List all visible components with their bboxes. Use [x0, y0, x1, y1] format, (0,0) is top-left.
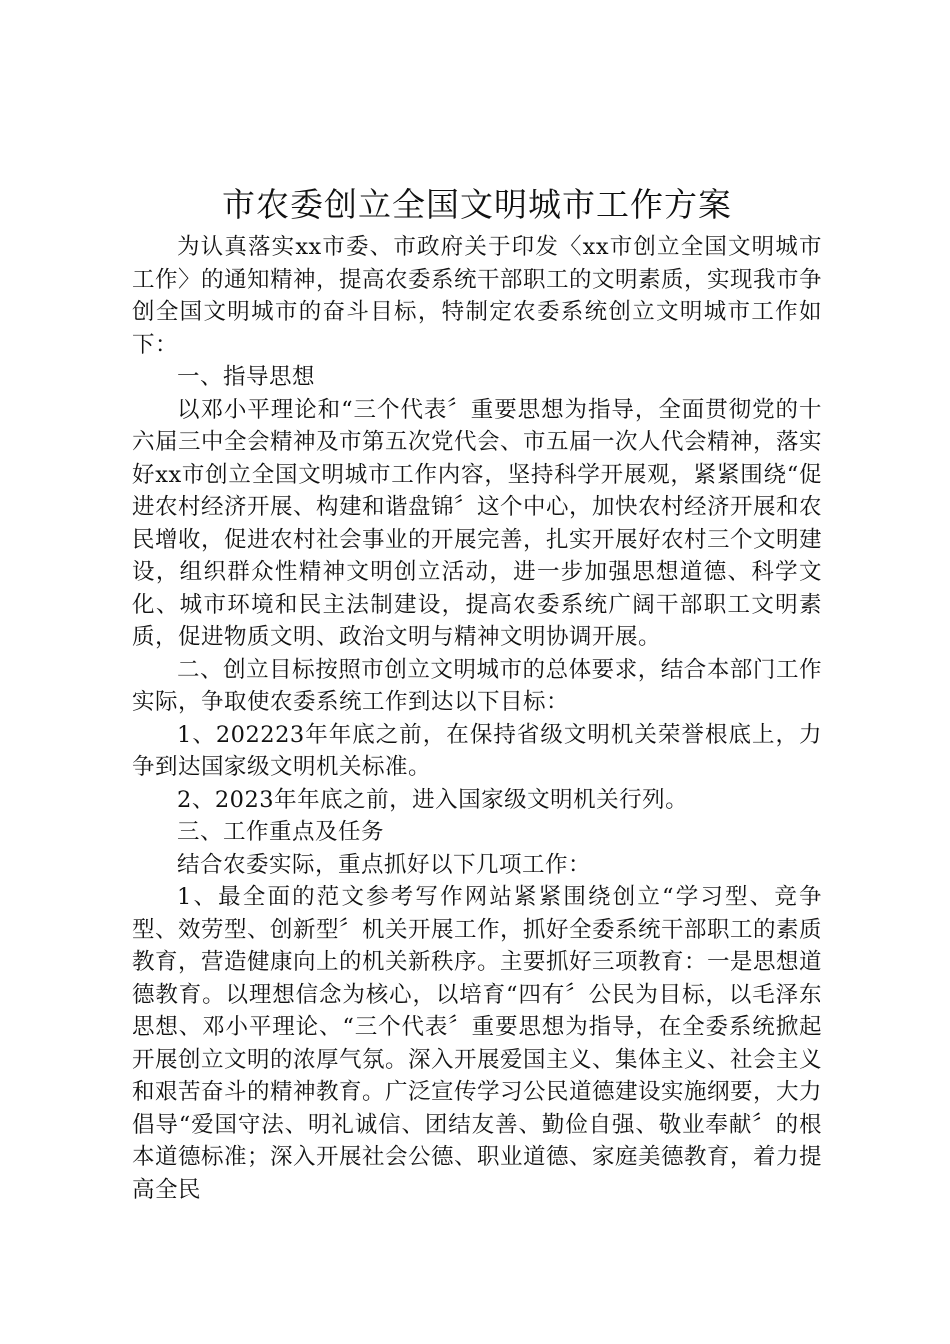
section-heading-guiding-ideology: 一、指导思想: [177, 364, 316, 390]
guiding-ideology-paragraph: 以邓小平理论和“三个代表〞重要思想为指导，全面贯彻党的十六届三中全会精神及市第五次党代会、市五届一次人代会精神，落实好xx市创立全国文明城市工作内容，坚持科学开展观，紧紧围绕“促进农村经济开展、构建和谐盘锦〞这个中心，加快农村经济开展和农民增收，促进农村社会事业的开展完善，扎实开展好农村三个文明建设，组织群众性精神文明创立活动，进一步加强思想道德、科学文化、城市环境和民主法制建设，提高农委系统广阔干部职工文明素质，促进物质文明、政治文明与精神文明协调开展。: [132, 396, 823, 650]
goal-item-1: 1、202223年年底之前，在保持省级文明机关荣誉根底上，力争到达国家级文明机关标准。: [132, 721, 822, 780]
task-item-1: 1、最全面的范文参考写作网站紧紧围绕创立“学习型、竞争型、效劳型、创新型〞机关开展工作，抓好全委系统干部职工的素质教育，营造健康向上的机关新秩序。主要抓好三项教育：一是思想道德教育。以理想信念为核心，以培育“四有〞公民为目标，以毛泽东思想、邓小平理论、“三个代表〞重要思想为指导，在全委系统掀起开展创立文明的浓厚气氛。深入开展爱国主义、集体主义、社会主义和艰苦奋斗的精神教育。广泛宣传学习公民道德建设实施纲要，大力倡导“爱国守法、明礼诚信、团结友善、勤俭自强、敬业奉献〞的根本道德标准；深入开展社会公德、职业道德、家庭美德教育，着力提高全民: [132, 884, 823, 1203]
creation-goals-paragraph: 二、创立目标按照市创立文明城市的总体要求，结合本部门工作实际，争取使农委系统工作到达以下目标：: [132, 656, 822, 715]
document-title: 市农委创立全国文明城市工作方案: [222, 185, 732, 224]
intro-paragraph: 为认真落实xx市委、市政府关于印发〈xx市创立全国文明城市工作〉的通知精神，提高农委系统干部职工的文明素质，实现我市争创全国文明城市的奋斗目标，特制定农委系统创立文明城市工作如下：: [132, 234, 823, 358]
goal-item-2: 2、2023年年底之前，进入国家级文明机关行列。: [177, 786, 689, 813]
document-page: [132, 183, 822, 1206]
section-heading-key-tasks: 三、工作重点及任务: [177, 819, 385, 845]
key-tasks-intro: 结合农委实际，重点抓好以下几项工作：: [177, 851, 592, 878]
